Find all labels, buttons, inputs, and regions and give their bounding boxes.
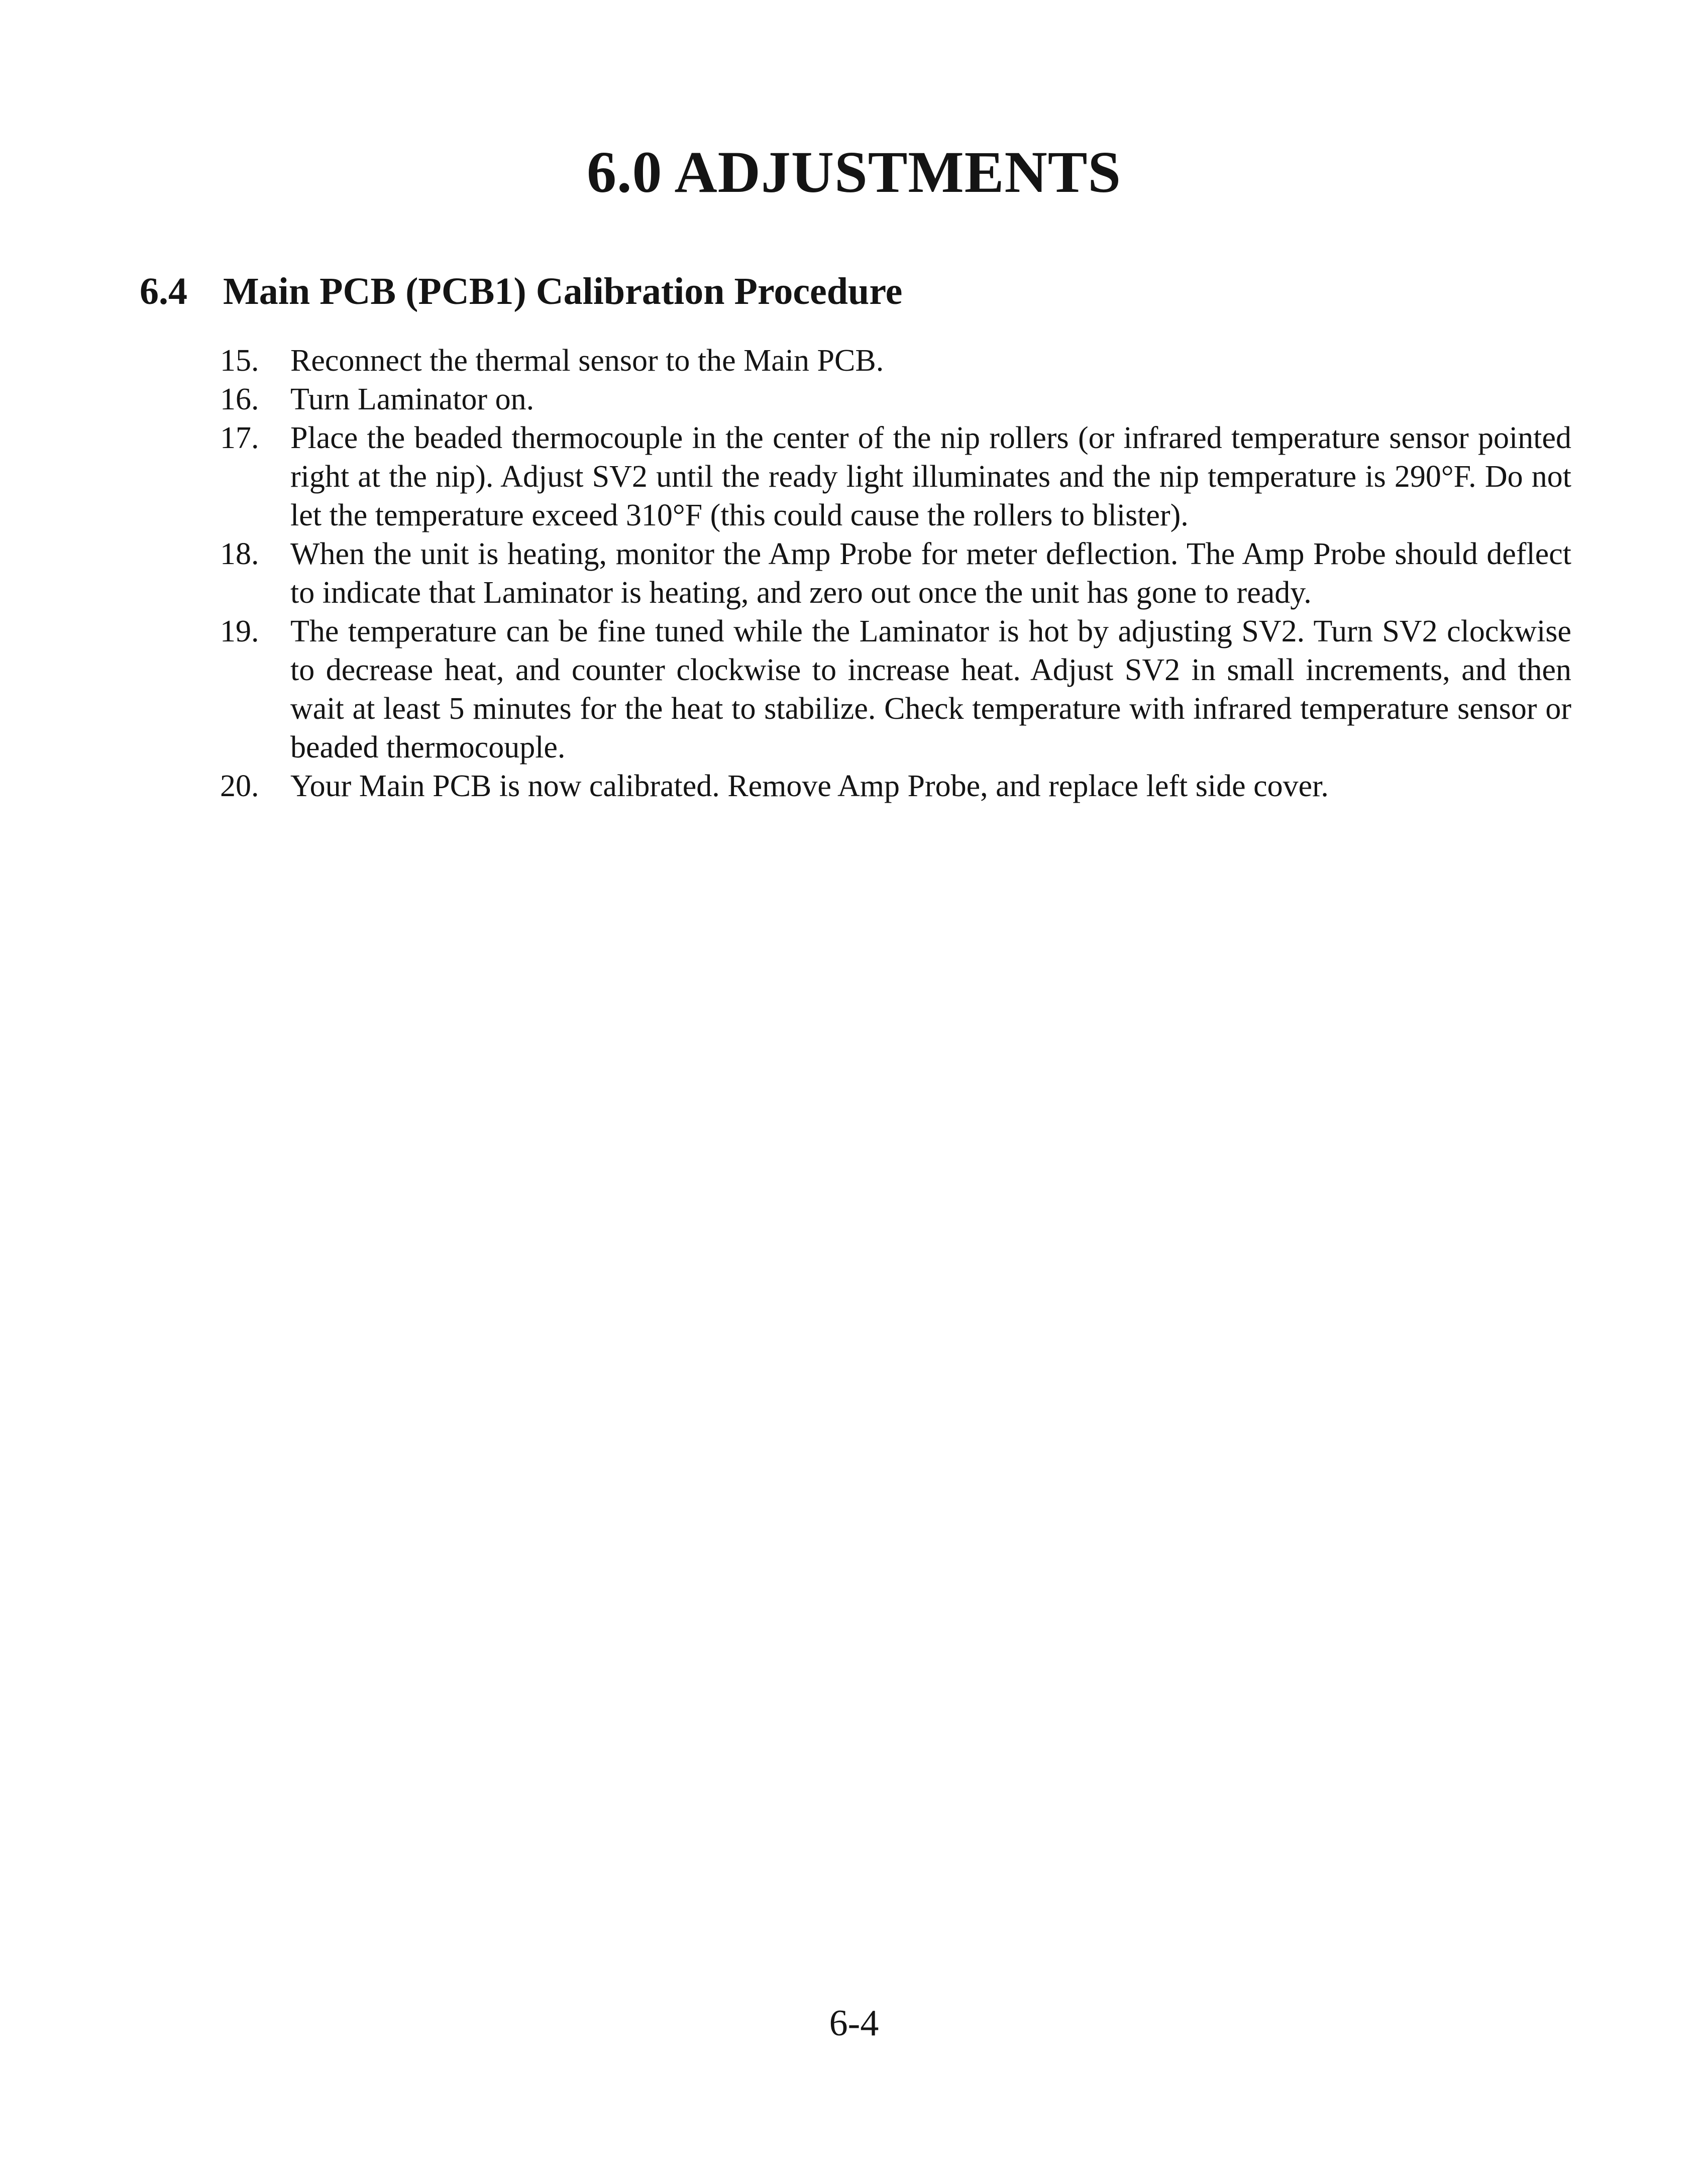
page-number: 6-4	[829, 2003, 879, 2044]
step-number: 18.	[220, 537, 259, 571]
step-text: Place the beaded thermocouple in the center of the nip rollers (or infrared temperature sensor pointed right at the nip). Adjust SV2 until the ready light illuminates and the nip temperature is 290°F. Do not let the temperature exceed 310°F (this could cause the rollers to blister).	[290, 421, 1571, 532]
procedure-step	[220, 380, 1571, 419]
procedure-step	[220, 419, 1571, 535]
step-number: 20.	[220, 769, 259, 803]
step-text: Reconnect the thermal sensor to the Main PCB.	[290, 344, 884, 378]
step-number: 16.	[220, 382, 259, 416]
step-text: The temperature can be fine tuned while the Laminator is hot by adjusting SV2. Turn SV2 clockwise to decrease heat, and counter clockwise to increase heat. Adjust SV2 in small increments, and then wait at least 5 minutes for the heat to stabilize. Check temperature with infrared temperature sensor or beaded thermocouple.	[290, 614, 1571, 765]
section-heading	[140, 266, 902, 316]
procedure-step	[220, 767, 1571, 806]
step-text: Turn Laminator on.	[290, 382, 535, 416]
procedure-steps-list	[220, 342, 1571, 806]
step-number: 15.	[220, 344, 259, 378]
step-text: Your Main PCB is now calibrated. Remove Amp Probe, and replace left side cover.	[290, 769, 1329, 803]
procedure-step	[220, 612, 1571, 767]
procedure-step	[220, 342, 1571, 380]
chapter-title: 6.0 ADJUSTMENTS	[586, 139, 1122, 205]
section-title: Main PCB (PCB1) Calibration Procedure	[223, 270, 903, 312]
step-text: When the unit is heating, monitor the Amp Probe for meter deflection. The Amp Probe should deflect to indicate that Laminator is heating, and zero out once the unit has gone to ready.	[290, 537, 1571, 610]
step-number: 17.	[220, 421, 259, 455]
section-number: 6.4	[140, 270, 187, 312]
procedure-step	[220, 535, 1571, 612]
step-number: 19.	[220, 614, 259, 648]
